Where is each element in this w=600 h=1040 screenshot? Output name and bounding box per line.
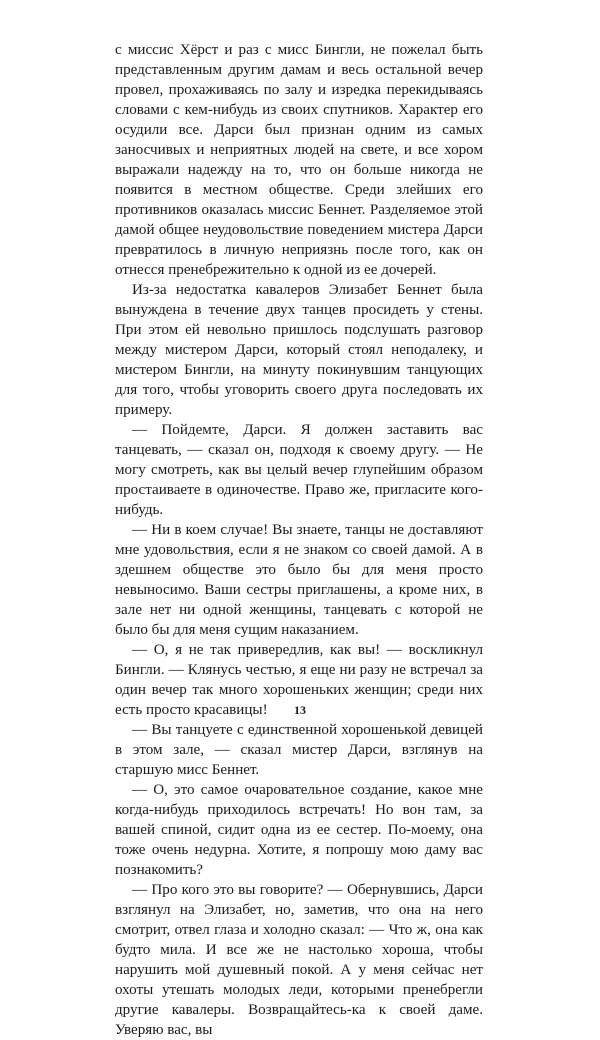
paragraph: — Вы танцуете с единственной хорошенькой девицей в этом зале, — сказал мистер Дарси, взглянув на старшую мисс Беннет. <box>115 722 483 778</box>
body-text <box>115 40 483 1040</box>
paragraph: — О, я не так привередлив, как вы! — воскликнул Бингли. — Клянусь честью, я еще ни разу не встречал за один вечер так много хорошеньких женщин; среди них есть просто красавицы! <box>115 642 483 718</box>
paragraph: с миссис Хёрст и раз с мисс Бингли, не пожелал быть представленным другим дамам и весь остальной вечер провел, прохаживаясь по залу и изредка перекидываясь словами с кем-нибудь из своих спутников. Характер его осудили все. Дарси был признан одним из самых заносчивых и неприятных людей на свете, и все хором выражали надежду на то, что он больше никогда не появится в местном обществе. Среди злейших его противников оказалась миссис Беннет. Разделяемое этой дамой общее неудовольствие поведением мистера Дарси превратилось в личную неприязнь после того, как он отнесся пренебрежительно к одной из ее дочерей. <box>115 42 483 278</box>
paragraph: — Пойдемте, Дарси. Я должен заставить вас танцевать, — сказал он, подходя к своему другу. — Не могу смотреть, как вы целый вечер глупейшим образом простаиваете в одиночестве. Право же, пригласите кого-нибудь. <box>115 422 483 518</box>
paragraph: — Ни в коем случае! Вы знаете, танцы не доставляют мне удовольствия, если я не знаком со своей дамой. А в здешнем обществе это было бы для меня просто невыносимо. Ваши сестры приглашены, а кроме них, в зале нет ни одной женщины, танцевать с которой не было бы для меня сущим наказанием. <box>115 522 483 638</box>
paragraph: Из-за недостатка кавалеров Элизабет Беннет была вынуждена в течение двух танцев просидеть у стены. При этом ей невольно пришлось подслушать разговор между мистером Дарси, который стоял неподалеку, и мистером Бингли, на минуту покинувшим танцующих для того, чтобы уговорить своего друга последовать их примеру. <box>115 282 483 418</box>
paragraph: — О, это самое очаровательное создание, какое мне когда-нибудь приходилось встречать! Но вон там, за вашей спиной, сидит одна из ее сестер. По-моему, она тоже очень недурна. Хотите, я попрошу мою даму вас познакомить? <box>115 782 483 878</box>
page-number: 13 <box>294 703 306 717</box>
paragraph: — Про кого это вы говорите? — Обернувшись, Дарси взглянул на Элизабет, но, заметив, что она на него смотрит, отвел глаза и холодно сказал: — Что ж, она как будто мила. И все же не настолько хороша, чтобы нарушить мой душевный покой. А у меня сейчас нет охоты утешать молодых леди, которыми пренебрегли другие кавалеры. Возвращайтесь-ка к своей даме. Уверяю вас, вы <box>115 882 483 1038</box>
